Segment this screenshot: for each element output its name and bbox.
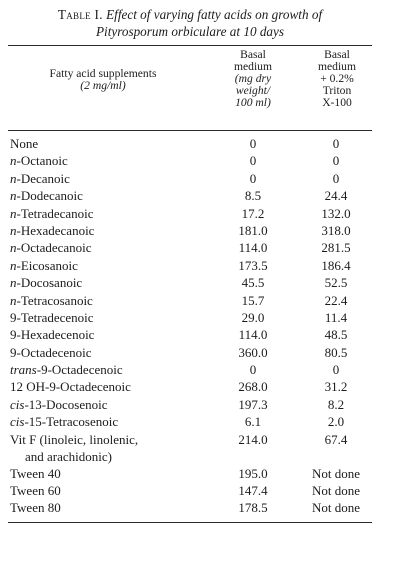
value-basal-triton: 318.0 <box>321 222 351 238</box>
col2-line4: weight/ <box>235 84 271 97</box>
value-basal-triton: Not done <box>311 500 361 516</box>
value-basal-medium: 173.5 <box>238 257 268 273</box>
value-basal-medium: 195.0 <box>238 465 268 481</box>
value-basal-medium: 178.5 <box>238 500 268 516</box>
name-text: None <box>10 136 39 151</box>
fatty-acid-name <box>10 482 210 499</box>
fatty-acid-name <box>10 344 210 361</box>
col2-line2: medium <box>234 60 272 73</box>
table-row <box>8 187 372 204</box>
table-row <box>8 257 372 274</box>
value-basal-triton: 80.5 <box>324 344 348 360</box>
col1-line2: (2 mg/ml) <box>80 79 126 92</box>
name-text: -Tetradecanoic <box>16 205 94 221</box>
fatty-acid-name <box>10 396 210 413</box>
name-text: Tween 80 <box>10 500 61 516</box>
name-text: 12 OH-9-Octadecenoic <box>10 379 131 395</box>
name-text: Vit F (linoleic, linolenic, <box>10 431 139 447</box>
col2-line3: (mg dry <box>234 72 272 85</box>
table-page <box>8 6 372 523</box>
value-basal-triton: 2.0 <box>327 414 345 430</box>
value-basal-triton: 0 <box>332 136 340 151</box>
table-row <box>8 170 372 187</box>
value-basal-triton: 31.2 <box>324 379 348 395</box>
fatty-acid-name <box>10 292 210 309</box>
table-row <box>8 431 372 465</box>
col3-line4: Triton <box>322 84 352 97</box>
fatty-acid-name <box>10 170 210 187</box>
name-prefix: n <box>10 275 17 291</box>
name-text: -Octadecanoic <box>16 240 92 256</box>
value-basal-triton: 22.4 <box>324 292 348 308</box>
value-basal-medium: 181.0 <box>238 222 268 238</box>
table-row <box>8 465 372 482</box>
table-row <box>8 309 372 326</box>
name-prefix: trans <box>10 362 37 378</box>
name-text: -Dodecanoic <box>16 188 83 204</box>
name-text: 9-Octadecenoic <box>10 344 92 360</box>
table-row <box>8 205 372 222</box>
name-text: -Decanoic <box>16 170 70 186</box>
fatty-acid-name <box>10 378 210 395</box>
fatty-acid-name <box>10 413 210 430</box>
value-basal-medium: 214.0 <box>238 431 268 447</box>
fatty-acid-name <box>10 361 210 378</box>
column-header-basal-triton <box>302 49 372 109</box>
value-basal-triton: 48.5 <box>324 327 348 343</box>
table-row <box>8 292 372 309</box>
column-header-supplements <box>8 68 198 92</box>
fatty-acid-name <box>10 152 210 169</box>
value-basal-medium: 197.3 <box>238 396 268 412</box>
value-basal-triton: 186.4 <box>321 257 351 273</box>
value-basal-medium: 0 <box>249 153 257 169</box>
fatty-acid-name <box>10 187 210 204</box>
value-basal-medium: 17.2 <box>241 205 265 221</box>
value-basal-triton: 281.5 <box>321 240 351 256</box>
table-label: Table I. <box>57 7 103 22</box>
value-basal-triton: 11.4 <box>324 309 348 325</box>
caption-line-1 <box>8 6 372 23</box>
value-basal-triton: Not done <box>311 483 361 499</box>
name-text: -Octanoic <box>16 153 68 169</box>
name-text: -13-Docosenoic <box>24 396 108 412</box>
name-prefix: n <box>10 222 17 238</box>
col2-line1: Basal <box>240 48 266 61</box>
value-basal-medium: 0 <box>249 362 257 378</box>
fatty-acid-name <box>10 431 210 466</box>
col2-line5: 100 ml) <box>235 96 271 109</box>
col3-line3: + 0.2% <box>320 72 354 85</box>
name-prefix: cis <box>10 414 25 430</box>
table-row <box>8 482 372 499</box>
table-row <box>8 344 372 361</box>
table-row <box>8 135 372 152</box>
name-prefix: n <box>10 153 17 169</box>
table-row <box>8 326 372 343</box>
value-basal-medium: 147.4 <box>238 483 268 499</box>
fatty-acid-name <box>10 309 210 326</box>
name-prefix: cis <box>10 396 25 412</box>
value-basal-medium: 6.1 <box>244 414 262 430</box>
fatty-acid-name <box>10 222 210 239</box>
col3-line1: Basal <box>324 48 350 61</box>
value-basal-triton: 0 <box>332 362 340 378</box>
name-prefix: n <box>10 240 17 256</box>
name-text: -Tetracosanoic <box>16 292 93 308</box>
value-basal-triton: Not done <box>311 465 361 481</box>
bottom-rule <box>8 522 372 523</box>
value-basal-medium: 0 <box>249 170 257 186</box>
value-basal-triton: 24.4 <box>324 188 348 204</box>
header-rule <box>8 130 372 131</box>
col3-line5: X-100 <box>322 96 352 109</box>
value-basal-medium: 268.0 <box>238 379 268 395</box>
value-basal-medium: 45.5 <box>241 275 265 291</box>
value-basal-medium: 0 <box>249 136 257 151</box>
name-text: -15-Tetracosenoic <box>24 414 119 430</box>
value-basal-medium: 29.0 <box>241 309 265 325</box>
fatty-acid-name <box>10 135 210 152</box>
value-basal-triton: 0 <box>332 153 340 169</box>
value-basal-medium: 8.5 <box>244 188 262 204</box>
name-prefix: n <box>10 292 17 308</box>
value-basal-triton: 0 <box>332 170 340 186</box>
table-row <box>8 396 372 413</box>
caption-title-line-1: Effect of varying fatty acids on growth of <box>106 7 323 22</box>
table-header <box>8 46 372 128</box>
value-basal-triton: 8.2 <box>327 396 345 412</box>
value-basal-medium: 15.7 <box>241 292 265 308</box>
table-row <box>8 274 372 291</box>
value-basal-triton: 52.5 <box>324 275 348 291</box>
value-basal-medium: 360.0 <box>238 344 268 360</box>
col3-line2: medium <box>318 60 356 73</box>
caption-title-line-2: Pityrosporum orbiculare at 10 days <box>95 24 285 39</box>
table-caption <box>8 6 372 40</box>
name-text-continued: and arachidonic) <box>25 449 112 465</box>
name-text: Tween 60 <box>10 483 61 499</box>
column-header-basal-medium <box>212 49 294 109</box>
table-row <box>8 152 372 169</box>
fatty-acid-name <box>10 205 210 222</box>
name-text: -Hexadecanoic <box>16 222 95 238</box>
col1-line1: Fatty acid supplements <box>49 67 157 80</box>
name-prefix: n <box>10 257 17 273</box>
table-row <box>8 499 372 516</box>
fatty-acid-name <box>10 326 210 343</box>
name-text: -9-Octadecenoic <box>36 362 123 378</box>
name-prefix: n <box>10 205 17 221</box>
value-basal-triton: 132.0 <box>321 205 351 221</box>
fatty-acid-name <box>10 274 210 291</box>
table-body <box>8 135 372 517</box>
value-basal-triton: 67.4 <box>324 431 348 447</box>
name-text: Tween 40 <box>10 465 61 481</box>
name-text: -Docosanoic <box>16 275 83 291</box>
name-prefix: n <box>10 188 17 204</box>
table-row <box>8 239 372 256</box>
table-row <box>8 222 372 239</box>
table-row <box>8 361 372 378</box>
value-basal-medium: 114.0 <box>238 327 268 343</box>
table-row <box>8 378 372 395</box>
fatty-acid-name <box>10 465 210 482</box>
value-basal-medium: 114.0 <box>238 240 268 256</box>
name-text: 9-Hexadecenoic <box>10 327 95 343</box>
name-text: 9-Tetradecenoic <box>10 309 94 325</box>
fatty-acid-name <box>10 239 210 256</box>
fatty-acid-name <box>10 257 210 274</box>
table-row <box>8 413 372 430</box>
name-text: -Eicosanoic <box>16 257 78 273</box>
fatty-acid-name <box>10 499 210 516</box>
name-prefix: n <box>10 170 17 186</box>
